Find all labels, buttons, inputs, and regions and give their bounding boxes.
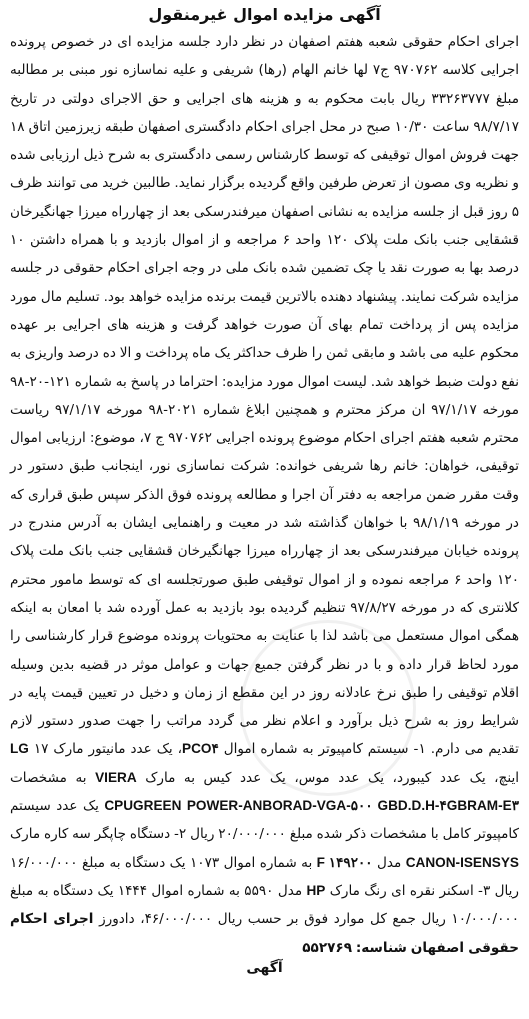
asset-code: PCO۴ <box>182 741 219 757</box>
body-paragraph-7: به شماره اموال ۱۰۷۳ یک دستگاه به مبلغ ۱۶/۰۰۰/۰۰۰ ریال ۳- اسکنر نقره ای رنگ مارک <box>10 854 519 899</box>
body-paragraph-5: یک عدد سیستم کامپیوتر کامل با مشخصات ذکر شده مبلغ ۲۰/۰۰۰/۰۰۰ ریال ۲- دستگاه چاپگر سه کاره مارک <box>10 798 520 843</box>
scanner-brand: HP <box>306 882 326 898</box>
tracking-label: شناسه: <box>355 939 407 956</box>
spec-line-2: POWER-ANBORAD-VGA-۵۰۰ GBD.D.H-۴GBRAM-E۳ <box>186 798 519 814</box>
spec-line-1: CPUGREEN <box>104 798 182 814</box>
body-paragraph-3: ۱۷ اینچ، یک عدد کیبورد، یک عدد موس، یک عدد کیس به مارک <box>33 741 519 786</box>
body-paragraph-1: اجرای احکام حقوقی شعبه هفتم اصفهان در نظر دارد جلسه مزایده ای در خصوص پرونده اجرایی کلاسه ۹۷۰۷۶۲ ج۷ لها خانم الهام (رها) شریفی و علیه نماسازه نور مبنی بر مطالبه مبلغ ۳۳۲۶۳۷۷۷ ریال بابت محکوم به و هزینه های اجرایی و حق الاجرای دولتی در تاریخ ۹۸/۷/۱۷ ساعت ۱۰/۳۰ صبح در محل اجرای احکام دادگستری اصفهان طبقه زیرزمین اتاق ۱۸ جهت فروش اموال توقیفی که توسط کارشناس رسمی دادگستری به شرح ذیل ارزیابی شده و نظریه وی مصون از تعرض طرفین واقع گردیده برگزار نماید. طالبین خرید می توانند ظرف ۵ روز قبل از جلسه مزایده به نشانی اصفهان میرفندرسکی بعد از چهارراه میرزا جهانگیرخان قشقایی جنب بانک ملت پلاک ۱۲۰ واحد ۶ مراجعه و از اموال بازدید و با همراه داشتن ۱۰ درصد بها به صورت نقد یا چک تضمین شده بانک ملی در وجه اجرای احکام حقوقی در جلسه مزایده شرکت نمایند. پیشنهاد دهنده بالاترین قیمت برنده مزایده خواهد بود. تسلیم مال مورد مزایده پس از پرداخت تمام بهای آن صورت خواهد گرفت و هزینه های اجرایی بر عهده محکوم علیه می باشد و مابقی ثمن را ظرف حداکثر یک ماه پرداخت و الا ده درصد واریزی به نفع دولت ضبط خواهد شد. لیست اموال مورد مزایده: احتراما در پاسخ به شماره ۱۲۱-۲۰-۹۸ مورخه ۹۷/۱/۱۷ ان مرکز محترم و همچنین ابلاغ شماره ۲۰۲۱-۹۸ مورخه ۹۷/۱/۱۷ ریاست محترم شعبه هفتم اجرای احکام موضوع پرونده اجرایی ۹۷۰۷۶۲ ج ۷، موضوع: ارزیابی اموال توقیفی، خواهان: خانم رها شریفی خوانده: شرکت نماسازی نور، اینجانب طبق دستور در وقت مقرر ضمن مراجعه به دفتر آن اجرا و مطالعه پرونده فوق الذکر سپس طبق قراری که در مورخه ۹۸/۱/۱۹ با خواهان گذاشته شد در معیت و راهنمایی ایشان به آدرس مندرج در پرونده خیابان میرفندرسکی بعد از چهارراه میرزا جهانگیرخان قشقایی جنب بانک ملت پلاک ۱۲۰ واحد ۶ مراجعه نموده و از اموال توقیفی طبق صورتجلسه ای که توسط مامور محترم کلانتری که در مورخه ۹۷/۸/۲۷ تنظیم گردیده بود بازدید به عمل آورده شد با امعان به اینکه همگی اموال مستعمل می باشد لذا با عنایت به محتویات پرونده موضوع قرار کارشناسی را مورد لحاظ قرار داده و با در نظر گرفتن جمیع جهات و عوامل موثر در قضیه بدین وسیله اقلام توقیفی را طبق نرخ عادلانه روز در این مقطع از زمان و دخیل در تعیین قیمت پایه در شرایط روز به شرح ذیل برآورد و اعلام نظر می گردد مراتب را جهت صدور دستور لازم تقدیم می دارم. ۱- سیستم کامپیوتر به شماره اموال <box>10 34 520 758</box>
notice-body <box>10 28 519 962</box>
printer-model: F ۱۴۹۲۰۰ <box>316 854 373 870</box>
case-brand: VIERA <box>95 769 137 785</box>
tracking-id: ۵۵۲۷۶۹ <box>302 939 353 956</box>
body-paragraph-8: مدل ۵۵۹۰ به شماره اموال ۱۴۴۴ یک دستگاه به مبلغ ۱۰/۰۰۰/۰۰۰ ریال جمع کل موارد فوق بر حسب ریال ۴۶/۰۰۰/۰۰۰، دادورز <box>10 882 519 928</box>
body-paragraph-2: ، یک عدد مانیتور مارک <box>53 741 182 758</box>
printer-brand: CANON-ISENSYS <box>405 854 519 870</box>
notice-title: آگهی مزایده اموال غیرمنقول <box>148 5 381 24</box>
signature: اجرای احکام حقوقی اصفهان <box>10 911 519 956</box>
body-paragraph-6: مدل <box>377 854 402 871</box>
next-notice-header: آگهی <box>246 959 283 976</box>
monitor-brand: LG <box>10 741 29 757</box>
body-paragraph-4: به مشخصات <box>10 769 87 786</box>
